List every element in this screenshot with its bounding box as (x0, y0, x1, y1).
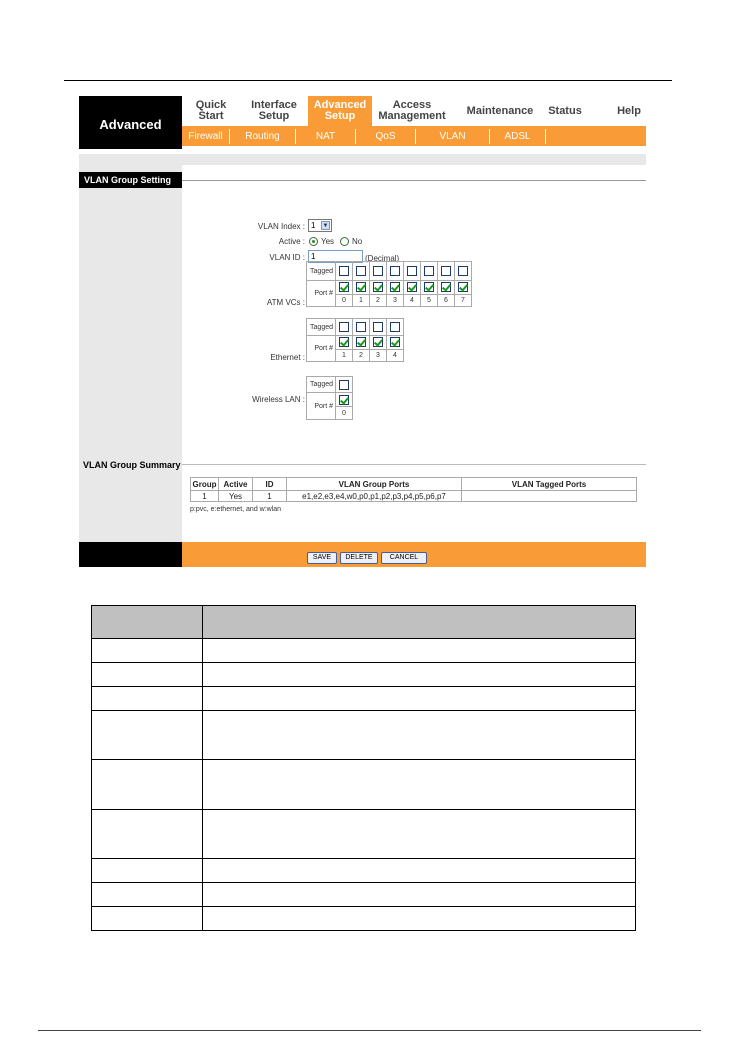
atm-port-number: 7 (455, 294, 472, 306)
port-label: Port # (307, 393, 336, 420)
table-cell: e1,e2,e3,e4,w0,p0,p1,p2,p3,p4,p5,p6,p7 (287, 491, 462, 502)
table-row (92, 760, 636, 810)
atm-port-checkbox[interactable] (390, 282, 400, 292)
port-label: Port # (307, 336, 336, 362)
vlan-id-hint: (Decimal) (365, 254, 400, 263)
table-row (92, 663, 636, 687)
wlan-label: Wireless LAN : (252, 395, 305, 404)
section-title: VLAN Group Setting (79, 172, 182, 188)
table-cell (462, 491, 637, 502)
page-footer-rule (38, 1030, 701, 1031)
vlan-index-value: 1 (311, 221, 316, 230)
atm-tagged-checkbox[interactable] (441, 266, 451, 276)
table-header-row (191, 478, 637, 491)
ethernet-tagged-checkbox[interactable] (390, 322, 400, 332)
active-no-label: No (352, 237, 363, 246)
atm-port-checkbox[interactable] (356, 282, 366, 292)
active-yes-label: Yes (321, 237, 335, 246)
ethernet-port-checkbox[interactable] (373, 337, 383, 347)
column-header: ID (253, 478, 287, 491)
port-legend: p:pvc, e:ethernet, and w:wlan (190, 506, 282, 513)
table-row (191, 491, 637, 502)
tagged-label: Tagged (307, 377, 336, 393)
left-column (79, 165, 182, 542)
table-row (92, 711, 636, 760)
table-cell: 1 (191, 491, 219, 502)
table-row (92, 810, 636, 859)
summary-title: VLAN Group Summary (83, 460, 181, 470)
atm-tagged-checkbox[interactable] (390, 266, 400, 276)
tab-status[interactable]: Status (548, 104, 582, 117)
top-navigation (182, 96, 646, 126)
wlan-port-number: 0 (336, 407, 353, 420)
ethernet-label: Ethernet : (270, 353, 305, 362)
atm-port-checkbox[interactable] (458, 282, 468, 292)
ethernet-port-checkbox[interactable] (339, 337, 349, 347)
column-header: VLAN Group Ports (287, 478, 462, 491)
column-header: Group (192, 479, 217, 489)
atm-port-number: 4 (404, 294, 421, 306)
vlan-id-label: VLAN ID : (269, 253, 305, 262)
wlan-grid (306, 376, 353, 420)
atm-port-checkbox[interactable] (339, 282, 349, 292)
table-row (92, 687, 636, 711)
tagged-label: Tagged (307, 262, 336, 281)
chevron-down-icon: ▼ (322, 223, 329, 229)
active-yes-radio[interactable] (309, 237, 318, 246)
active-no-radio[interactable] (340, 237, 349, 246)
atm-port-checkbox[interactable] (441, 282, 451, 292)
atm-tagged-checkbox[interactable] (424, 266, 434, 276)
atm-tagged-checkbox[interactable] (373, 266, 383, 276)
atm-port-number: 3 (387, 294, 404, 306)
table-row (92, 883, 636, 907)
brand-label: Advanced (79, 96, 182, 146)
atm-port-number: 2 (370, 294, 387, 306)
ethernet-grid (306, 318, 404, 362)
ethernet-tagged-checkbox[interactable] (356, 322, 366, 332)
atm-vcs-label: ATM VCs : (266, 298, 305, 307)
ethernet-port-checkbox[interactable] (356, 337, 366, 347)
table-cell: Yes (219, 491, 253, 502)
wlan-tagged-checkbox[interactable] (339, 380, 349, 390)
ethernet-tagged-checkbox[interactable] (339, 322, 349, 332)
table-row (92, 639, 636, 663)
atm-port-checkbox[interactable] (424, 282, 434, 292)
tab-access-management[interactable]: Access Management (378, 99, 446, 122)
table-cell: 1 (253, 491, 287, 502)
description-table (91, 605, 636, 931)
atm-tagged-checkbox[interactable] (407, 266, 417, 276)
tab-advanced-setup[interactable]: Advanced Setup (308, 96, 372, 126)
summary-divider (182, 464, 646, 465)
tagged-label: Tagged (307, 319, 336, 336)
ethernet-port-number: 2 (353, 349, 370, 361)
tab-help[interactable]: Help (617, 104, 641, 117)
atm-port-number: 1 (353, 294, 370, 306)
page-header-rule (64, 80, 672, 81)
column-header: Active (219, 478, 253, 491)
atm-tagged-checkbox[interactable] (458, 266, 468, 276)
save-button[interactable]: SAVE (307, 552, 337, 564)
vlan-summary-table (190, 477, 637, 502)
subtab-vlan[interactable]: VLAN (416, 129, 490, 144)
section-divider (182, 180, 646, 181)
atm-port-number: 6 (438, 294, 455, 306)
ethernet-port-number: 1 (336, 349, 353, 361)
wlan-port-checkbox[interactable] (339, 395, 349, 405)
tab-quick-start[interactable]: Quick Start (195, 99, 227, 122)
port-label: Port # (307, 281, 336, 307)
column-header: VLAN Tagged Ports (462, 478, 637, 491)
brand-strip (79, 146, 182, 149)
vlan-index-label: VLAN Index : (257, 222, 305, 231)
ethernet-tagged-checkbox[interactable] (373, 322, 383, 332)
ethernet-port-number: 4 (387, 349, 404, 361)
sub-navigation (182, 126, 646, 146)
tab-maintenance[interactable]: Maintenance (466, 104, 534, 117)
vlan-index-select[interactable] (308, 219, 332, 232)
atm-tagged-checkbox[interactable] (339, 266, 349, 276)
table-header-row (92, 606, 636, 639)
delete-button[interactable]: DELETE (340, 552, 378, 564)
subtab-nat[interactable]: NAT (296, 129, 356, 144)
gray-band (79, 154, 646, 165)
atm-port-checkbox[interactable] (407, 282, 417, 292)
atm-port-checkbox[interactable] (373, 282, 383, 292)
tab-interface-setup[interactable]: Interface Setup (251, 99, 297, 122)
subtab-adsl[interactable]: ADSL (490, 129, 546, 144)
table-row (92, 859, 636, 883)
atm-tagged-checkbox[interactable] (356, 266, 366, 276)
active-label: Active : (278, 237, 305, 246)
subnav-strip (182, 146, 646, 149)
ethernet-port-number: 3 (370, 349, 387, 361)
subtab-firewall[interactable]: Firewall (182, 129, 230, 144)
subtab-qos[interactable]: QoS (356, 129, 416, 144)
footer-left (79, 542, 182, 567)
table-row (92, 907, 636, 931)
ethernet-port-checkbox[interactable] (390, 337, 400, 347)
atm-port-number: 0 (336, 294, 353, 306)
subtab-routing[interactable]: Routing (230, 129, 296, 144)
router-admin-panel (79, 96, 646, 567)
cancel-button[interactable]: CANCEL (381, 552, 427, 564)
atm-port-number: 5 (421, 294, 438, 306)
atm-vcs-grid (306, 261, 472, 307)
